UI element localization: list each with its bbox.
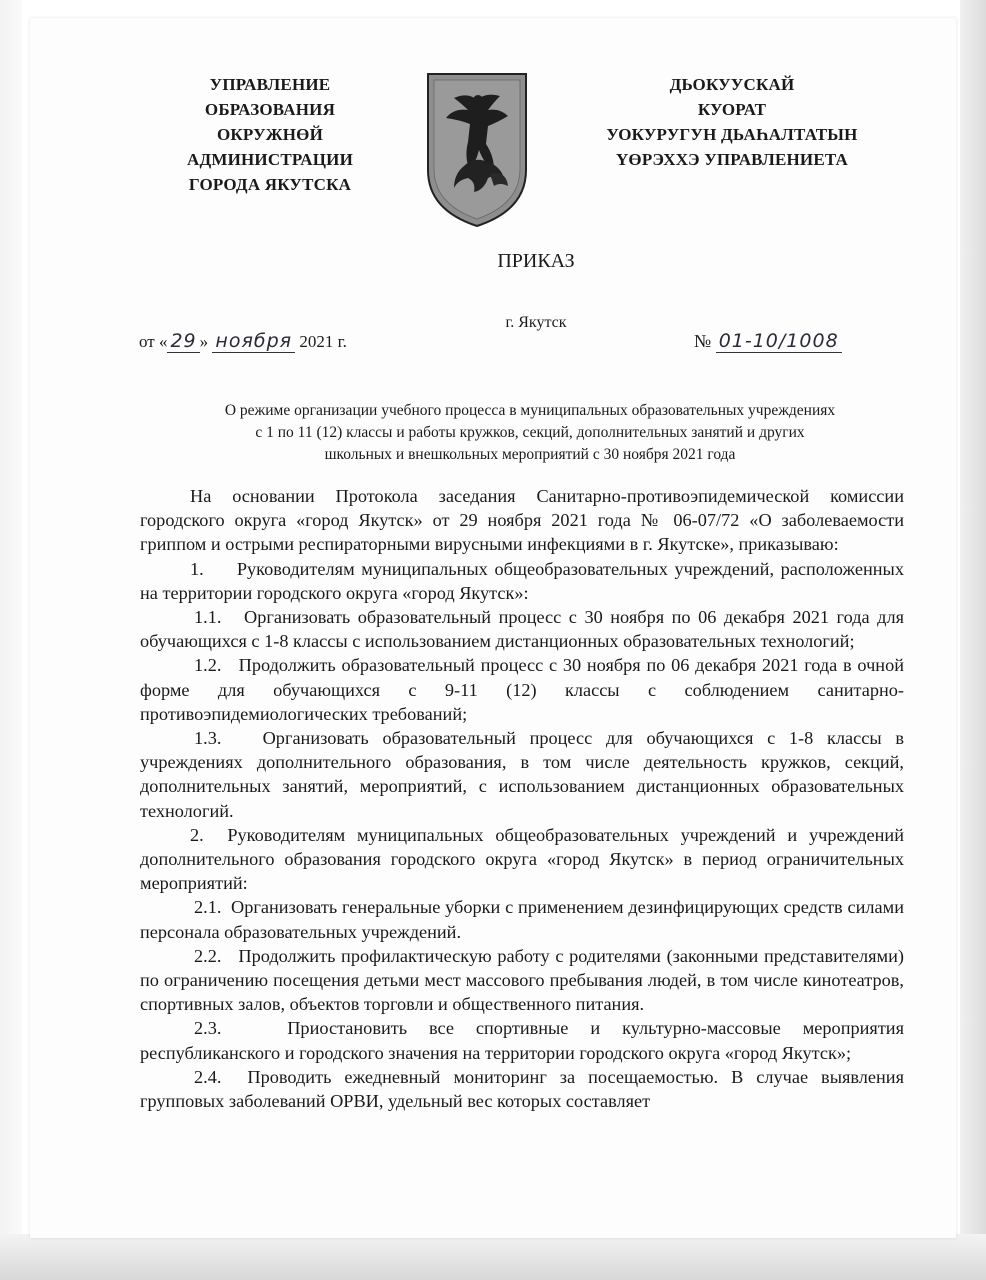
number-label: № bbox=[694, 331, 712, 351]
header-right-block bbox=[567, 72, 897, 172]
header-left-line: ОКРУЖНӨЙ bbox=[216, 125, 324, 144]
date-mid: » bbox=[199, 332, 209, 351]
paragraph-1-1: 1.1. Организовать образовательный процесс с 30 ноября по 06 декабря 2021 года для обучающихся с 1-8 классы с использованием дистанционных образовательных технологий; bbox=[140, 607, 904, 652]
paragraph-1-2: 1.2. Продолжить образовательный процесс с 30 ноября по 06 декабря 2021 года в очной форме для обучающихся с 9-11 (12) классы с соблюдением санитарно-противоэпидемиологических требований; bbox=[140, 655, 904, 724]
header-left-line: ОБРАЗОВАНИЯ bbox=[204, 100, 336, 119]
subject-line: О режиме организации учебного процесса в муниципальных образовательных учреждениях bbox=[224, 402, 836, 419]
yakutsk-coat-of-arms-icon bbox=[424, 70, 530, 230]
bottom-margin-strip bbox=[0, 1234, 986, 1280]
header-right-line: УОКУРУГУН ДЬАҺАЛТАТЫН bbox=[606, 125, 858, 144]
paragraph-1-3: 1.3. Организовать образовательный процесс для обучающихся с 1-8 классы в учреждениях дополнительного образования, в том числе деятельность кружков, секций, дополнительных занятий, мероприятий, с использованием дистанционных образовательных технологий. bbox=[140, 728, 904, 821]
paragraph-2-2: 2.2. Продолжить профилактическую работу с родителями (законными представителями) по ограничению посещения детьми мест массового пребывания людей, в том числе кинотеатров, спортивных залов, объектов торговли и общественного питания. bbox=[140, 945, 904, 1015]
paragraph-2-3: 2.3. Приостановить все спортивные и культурно-массовые мероприятия республиканского и городского значения на территории городского округа «город Якутск»; bbox=[140, 1018, 904, 1063]
paragraph-2-1: 2.1. Организовать генеральные уборки с применением дезинфицирующих средств силами персонала образовательных учреждений. bbox=[140, 897, 904, 942]
header-right-line: ҮӨРЭХХЭ УПРАВЛЕНИЕТА bbox=[615, 150, 849, 169]
paragraph-1: 1. Руководителям муниципальных общеобразовательных учреждений, расположенных на территории городского округа «город Якутск»: bbox=[140, 558, 904, 603]
header-left-line: АДМИНИСТРАЦИИ bbox=[186, 150, 354, 169]
paragraph-preamble: На основании Протокола заседания Санитарно-противоэпидемической комиссии городского округа «город Якутск» от 29 ноября 2021 года № 06-07/72 «О заболеваемости гриппом и острыми респираторными вирусными инфекциями в г. Якутске», приказываю: bbox=[140, 486, 904, 555]
date-suffix: 2021 г. bbox=[299, 332, 347, 351]
header-left-line: ГОРОДА ЯКУТСКА bbox=[188, 175, 352, 194]
subject-line: школьных и внешкольных мероприятий с 30 ноября 2021 года bbox=[324, 446, 736, 463]
order-date bbox=[139, 330, 347, 352]
order-number bbox=[694, 330, 842, 352]
header-left-block bbox=[170, 72, 370, 197]
header-right-line: ДЬОКУУСКАЙ bbox=[669, 75, 795, 94]
document-title: ПРИКАЗ bbox=[497, 250, 575, 272]
date-prefix: от « bbox=[139, 332, 168, 351]
city-label: г. Якутск bbox=[505, 314, 567, 331]
right-margin-strip bbox=[960, 0, 986, 1280]
number-value-handwritten: 01-10/1008 bbox=[716, 330, 842, 353]
header-right-line: КУОРАТ bbox=[697, 100, 767, 119]
order-body bbox=[140, 484, 904, 1113]
header-left-line: УПРАВЛЕНИЕ bbox=[209, 75, 331, 94]
paragraph-2-4: 2.4. Проводить ежедневный мониторинг за посещаемостью. В случае выявления групповых заболеваний ОРВИ, удельный вес которых составляет bbox=[140, 1066, 904, 1112]
left-margin-strip bbox=[0, 0, 22, 1280]
paragraph-2: 2. Руководителям муниципальных общеобразовательных учреждений и учреждений дополнительного образования городского округа «город Якутск» в период ограничительных мероприятий: bbox=[140, 824, 904, 894]
date-month-handwritten: ноября bbox=[212, 330, 295, 353]
order-subject bbox=[150, 400, 910, 466]
date-day-handwritten: 29 bbox=[167, 330, 199, 353]
subject-line: с 1 по 11 (12) классы и работы кружков, секций, дополнительных занятий и других bbox=[255, 424, 805, 441]
